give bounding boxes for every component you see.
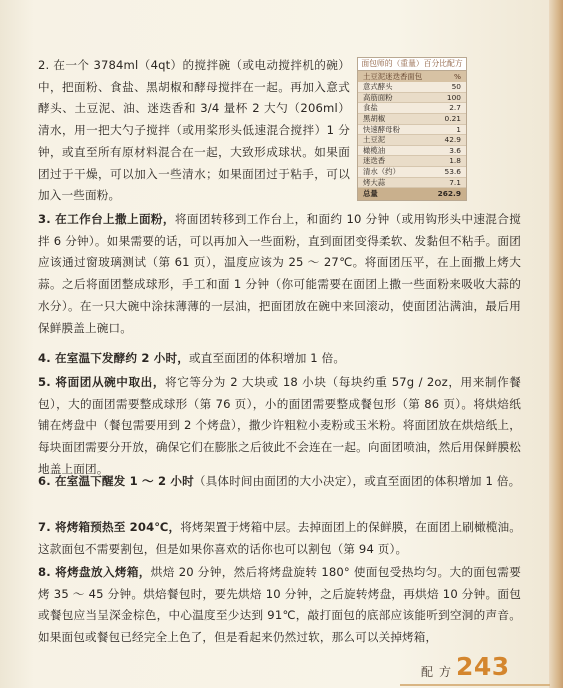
ingredient-name: 快速酵母粉 [363,124,400,134]
step-8-lead: 8. 将烤盘放入烤箱， [38,565,151,579]
footer-rule [400,684,550,686]
table-row [358,156,466,167]
ingredient-percent: 7.1 [449,177,461,187]
step-4-lead: 4. 在室温下发酵约 2 小时， [38,351,189,365]
table-row [358,178,466,189]
step-3-lead: 3. 在工作台上撒上面粉， [38,212,175,226]
recipe-name: 土豆泥迷迭香面包 [363,71,423,81]
step-6-lead: 6. 在室温下醒发 1 ～ 2 小时 [38,474,194,488]
ingredient-percent: 1.8 [449,156,461,166]
step-7-lead: 7. 将烤箱预热至 204℃， [38,520,181,534]
step-7-paragraph [38,517,521,560]
step-3-paragraph [38,209,521,339]
ingredient-name: 食盐 [363,103,378,113]
unit-label: % [453,71,461,81]
ingredient-percent: 100 [446,92,461,102]
step-2-paragraph [38,55,350,207]
step-5-paragraph [38,372,521,481]
table-total-row [358,188,466,200]
table-row [358,103,466,114]
total-label: 总量 [363,189,378,199]
ingredient-percent: 1 [456,124,461,134]
step-3-text: 将面团转移到工作台上，和面约 10 分钟（或用钩形头中速混合搅拌 6 分钟）。如果需要的话，可以再加入一些面粉，直到面团变得柔软、发黏但不粘手。面团应该通过窗玻璃测试（第 61 页），温度应该为 25 ～ 27℃。将面团压平，在上面撒上烤大蒜。之后将面团整成球形，手工和面 1 分钟（你可能需要在面团上撒一些面粉来吸收大蒜的水分）。在一只大碗中涂抹薄薄的一层油，把面团放在碗中来回滚动，使面团沾满油，最后用保鲜膜盖上碗口。 [38,212,521,335]
ingredient-name: 清水（约） [363,166,400,176]
ingredient-name: 烤大蒜 [363,177,386,187]
ingredient-name: 迷迭香 [363,156,386,166]
ingredient-name: 土豆泥 [363,135,386,145]
step-8-paragraph [38,562,521,649]
step-2-text: 2. 在一个 3784ml（4qt）的搅拌碗（或电动搅拌机的碗）中，把面粉、食盐、黑胡椒和酵母搅拌在一起。再加入意式酵头、土豆泥、油、迷迭香和 3/4 量杯 2 大勺（206ml）清水，用一把大勺子搅拌（或用桨形头低速混合搅拌）1 分钟，或直至所有原材料混合在一起，大致形成球状。如果面团过于干燥，可以加入一些清水；如果面团过于粘手，可以加入一些面粉。 [38,58,350,203]
ingredient-rows [358,82,466,188]
table-title: 面包师的（重量）百分比配方 [358,58,466,71]
step-6-paragraph [38,471,521,493]
ingredient-name: 橄榄油 [363,145,386,155]
table-row [358,114,466,125]
ingredient-percent: 50 [451,82,461,92]
step-6-text: （具体时间由面团的大小决定），或直至面团的体积增加 1 倍。 [193,474,521,488]
step-4-paragraph [38,348,521,370]
table-row [358,135,466,146]
ingredient-percent: 42.9 [444,135,461,145]
step-8-text: 烘焙 20 分钟，然后将烤盘旋转 180° 使面包受热均匀。大的面包需要烤 35 ～ 45 分钟。烘焙餐包时，要先烘焙 10 分钟，之后旋转烤盘，再烘焙 10 分钟。面包或餐包应当呈深金棕色，中心温度至少达到 91℃，敲打面包的底部应该能听到空洞的声音。如果面包或餐包已经完全上色了，但是看起来仍然过软，那么可以关掉烤箱， [38,565,521,645]
page-edge-shadow [549,0,563,688]
ingredient-name: 意式酵头 [363,82,393,92]
step-5-lead: 5. 将面团从碗中取出， [38,375,166,389]
step-4-text: 或直至面团的体积增加 1 倍。 [189,351,346,365]
table-row [358,167,466,178]
step-5-text: 将它等分为 2 大块或 18 小块（每块约重 57g / 2oz，用来制作餐包），大的面团需要整成球形（第 76 页），小的面团需要整成餐包形（第 86 页）。将烘焙纸铺在烤盘中（餐包需要用到 2 个烤盘），撒少许粗粒小麦粉或玉米粉。将面团放在烘焙纸上，每块面团需要分开放，确保它们在膨胀之后彼此不会连在一起。向面团喷油，然后用保鲜膜松地盖上面团。 [38,375,522,476]
total-value: 262.9 [437,189,461,199]
table-row [358,82,466,93]
ingredient-percent: 3.6 [449,145,461,155]
table-row [358,146,466,157]
ingredient-percent: 53.6 [444,166,461,176]
table-row [358,125,466,136]
table-row [358,93,466,104]
page-number: 243 [456,652,510,681]
step-7-text: 将烤架置于烤箱中层。去掉面团上的保鲜膜，在面团上刷橄榄油。这款面包不需要割包，但是如果你喜欢的话你也可以割包（第 94 页）。 [38,520,521,556]
ingredient-name: 高筋面粉 [363,92,393,102]
section-label: 配方 [421,665,458,679]
table-subheader [358,71,466,83]
ingredient-name: 黑胡椒 [363,113,386,123]
bakers-percentage-table [357,57,467,201]
ingredient-percent: 2.7 [449,103,461,113]
ingredient-percent: 0.21 [444,113,461,123]
